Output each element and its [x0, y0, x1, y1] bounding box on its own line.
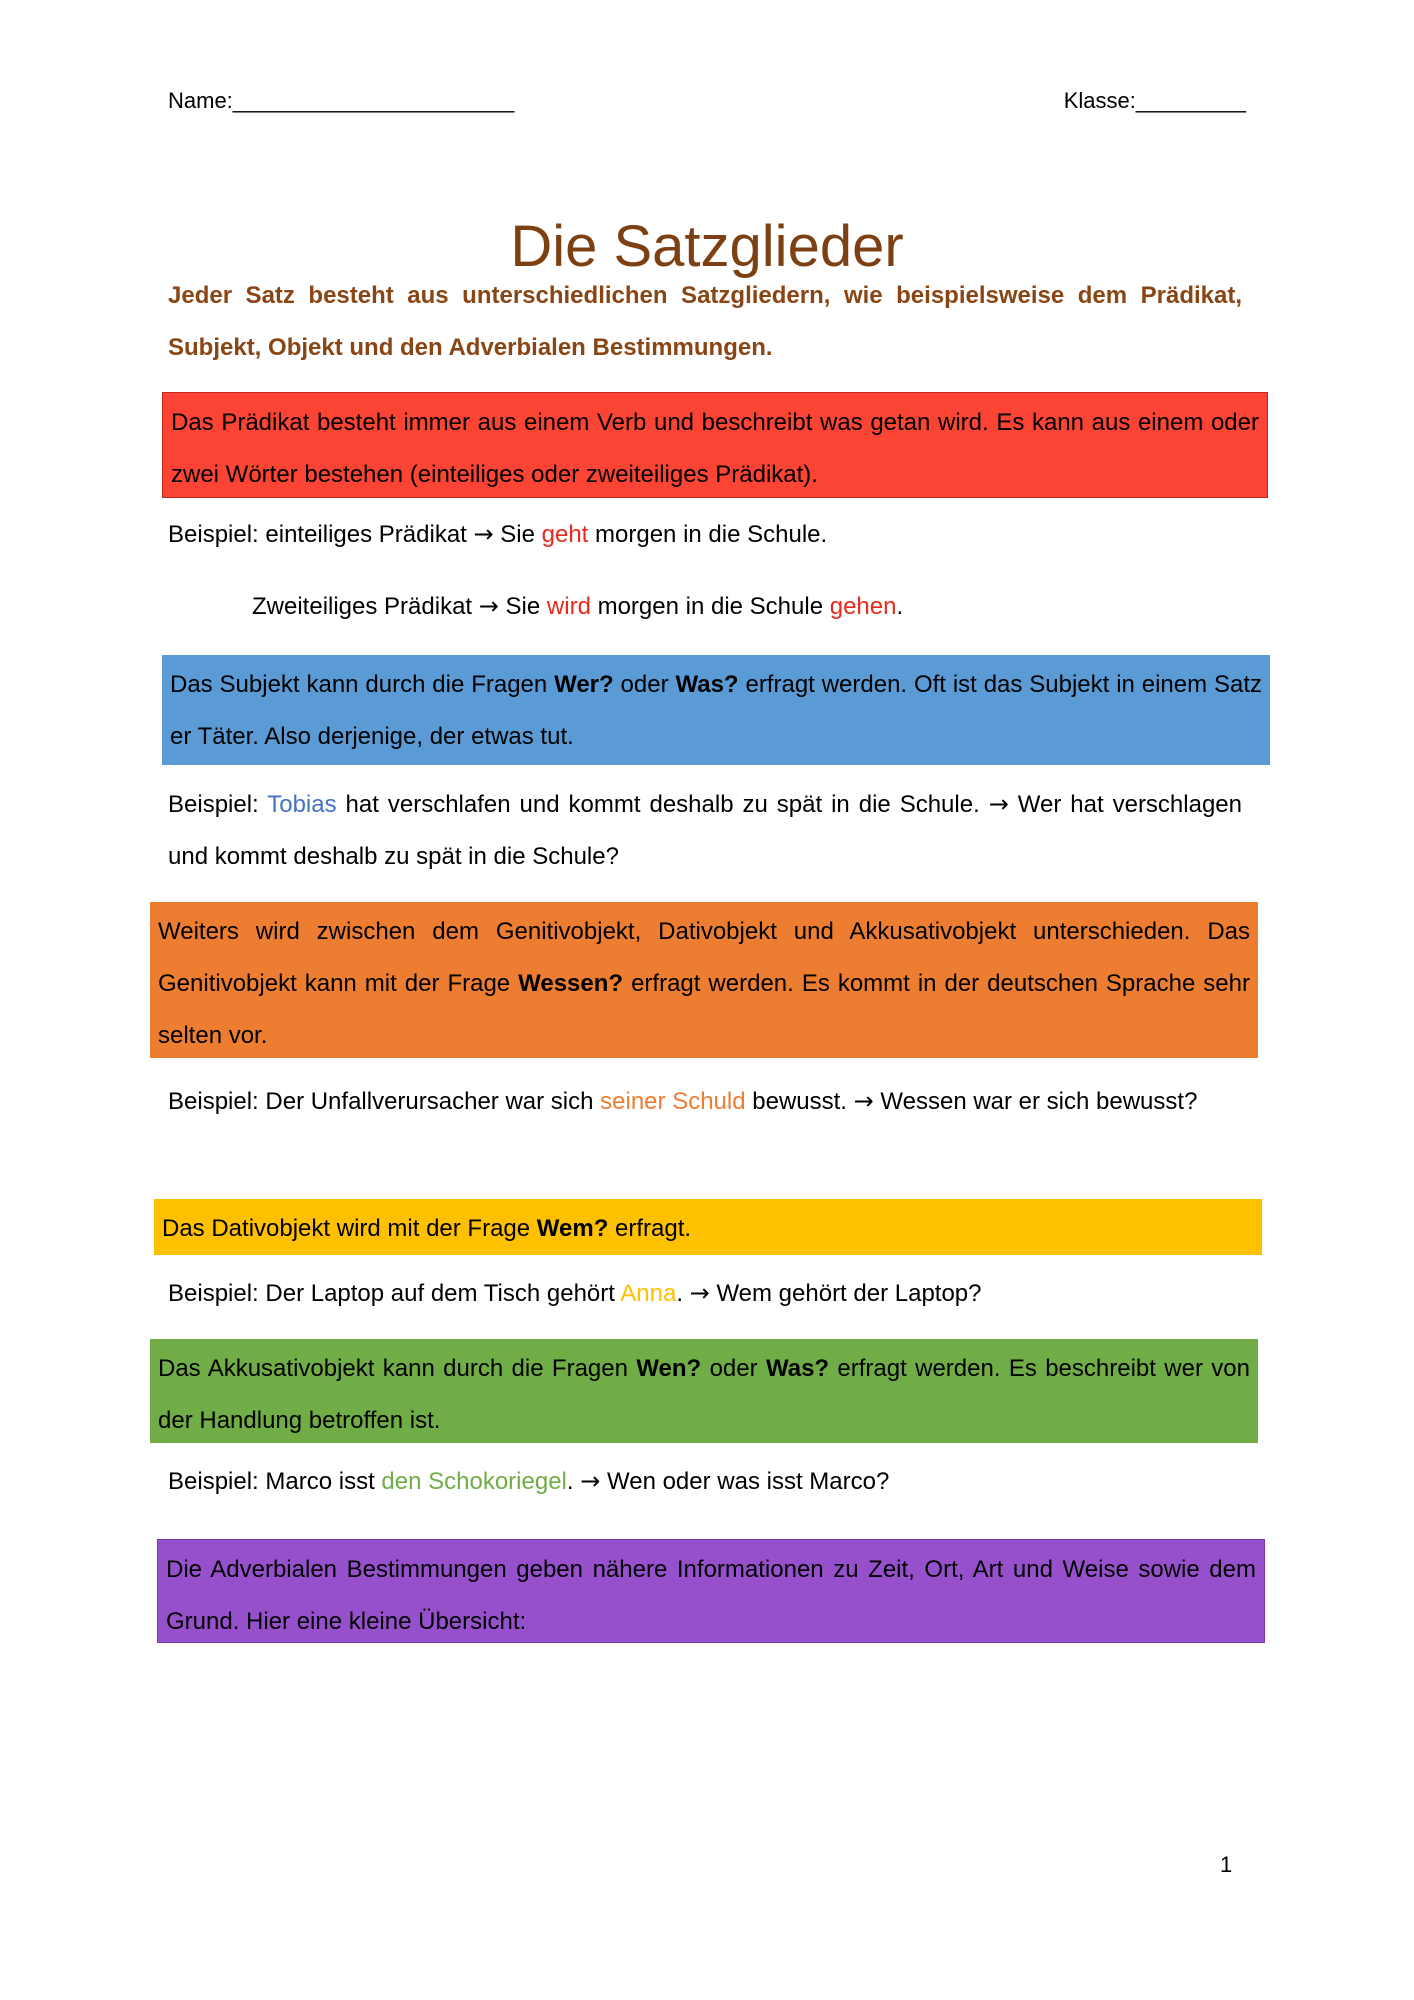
question-wer: Wer?	[554, 671, 614, 698]
arrow-icon: →	[473, 520, 494, 548]
example-text: .	[896, 593, 904, 620]
praedikat-example-1	[168, 508, 1242, 561]
highlight-praedikat-1: wird	[546, 593, 591, 620]
subjekt-definition-box	[162, 655, 1270, 765]
name-field-label: Name:_______________________	[168, 88, 515, 113]
box-text: erfragt werden. Es beschreibt wer von der Handlung betroffen ist.	[158, 1355, 1251, 1434]
question-was: Was?	[675, 671, 739, 698]
example-text: .	[676, 1280, 690, 1307]
dativobjekt-example	[168, 1267, 1242, 1320]
intro-text: Jeder Satz besteht aus unterschiedlichen Satzgliedern, wie beispielsweise dem Prädikat, Subjekt, Objekt und den Adverbialen Bestimmungen.	[168, 282, 1242, 361]
example-text: Sie	[493, 521, 542, 548]
example-text: hat verschlafen und kommt deshalb zu spät in die Schule.	[336, 791, 989, 818]
highlight-praedikat: geht	[541, 521, 589, 548]
example-prefix: Zweiteiliges Prädikat	[252, 593, 473, 620]
class-field-label: Klasse:_________	[1063, 88, 1246, 113]
example-text: morgen in die Schule	[590, 593, 830, 620]
box-text: Das Akkusativobjekt kann durch die Fragen	[158, 1355, 637, 1382]
subjekt-example	[168, 778, 1242, 883]
question-was: Was?	[765, 1355, 830, 1382]
example-prefix: Beispiel: einteiliges Prädikat	[168, 521, 467, 548]
arrow-icon: →	[478, 592, 499, 620]
box-text: Das Subjekt kann durch die Fragen	[170, 671, 555, 698]
akkusativobjekt-definition-box	[150, 1339, 1258, 1443]
arrow-icon: →	[580, 1467, 601, 1495]
example-question: Wem gehört der Laptop?	[709, 1280, 982, 1307]
box-text: erfragt.	[608, 1215, 692, 1242]
highlight-praedikat-2: gehen	[829, 593, 897, 620]
box-text: oder	[701, 1355, 766, 1382]
adverbiale-bestimmungen-box: Die Adverbialen Bestimmungen geben nähere Informationen zu Zeit, Ort, Art und Weise sowie dem Grund. Hier eine kleine Übersicht:	[157, 1539, 1265, 1643]
example-text: .	[566, 1468, 581, 1495]
akkusativobjekt-example	[168, 1455, 1242, 1508]
box-text: erfragt werden. Oft ist das Subjekt in einem Satz er Täter. Also derjenige, der etwas tut.	[170, 671, 1262, 750]
example-question: Wen oder was isst Marco?	[600, 1468, 890, 1495]
dativobjekt-definition-box	[154, 1199, 1262, 1255]
box-text: oder	[613, 671, 676, 698]
example-prefix: Beispiel: Der Laptop auf dem Tisch gehört	[168, 1280, 621, 1307]
highlight-dativobjekt: Anna	[620, 1280, 677, 1307]
example-text: Sie	[498, 593, 547, 620]
arrow-icon: →	[988, 790, 1009, 818]
genitivobjekt-example	[168, 1075, 1242, 1128]
page-title: Die Satzglieder	[510, 213, 904, 279]
box-text: Das Dativobjekt wird mit der Frage	[162, 1215, 537, 1242]
highlight-akkusativobjekt: den Schokoriegel	[381, 1468, 567, 1495]
highlight-subjekt: Tobias	[267, 791, 337, 818]
genitivobjekt-definition-box	[150, 902, 1258, 1058]
question-wem: Wem?	[536, 1215, 609, 1242]
example-question: Wer hat verschlagen und kommt deshalb zu spät in die Schule?	[168, 791, 1243, 870]
arrow-icon: →	[689, 1279, 710, 1307]
highlight-genitivobjekt: seiner Schuld	[600, 1088, 746, 1115]
example-prefix: Beispiel:	[168, 791, 268, 818]
example-text: morgen in die Schule.	[588, 521, 828, 548]
arrow-icon: →	[853, 1087, 874, 1115]
example-prefix: Beispiel: Marco isst	[168, 1468, 382, 1495]
header-row	[168, 86, 1246, 116]
box-text: Weiters wird zwischen dem Genitivobjekt, Dativobjekt und Akkusativobjekt unterschieden. Das Genitivobjekt kann mit der Frage	[158, 918, 1250, 997]
box-text: erfragt werden. Es kommt in der deutschen Sprache sehr selten vor.	[158, 970, 1250, 1049]
question-wessen: Wessen?	[518, 970, 624, 997]
praedikat-example-2	[252, 580, 1242, 633]
example-text: bewusst.	[745, 1088, 854, 1115]
praedikat-definition-box: Das Prädikat besteht immer aus einem Verb und beschreibt was getan wird. Es kann aus einem oder zwei Wörter bestehen (einteiliges oder zweiteiliges Prädikat).	[162, 392, 1268, 498]
page-number: 1	[1220, 1852, 1233, 1877]
example-question: Wessen war er sich bewusst?	[873, 1088, 1198, 1115]
example-prefix: Beispiel: Der Unfallverursacher war sich	[168, 1088, 601, 1115]
question-wen: Wen?	[636, 1355, 702, 1382]
